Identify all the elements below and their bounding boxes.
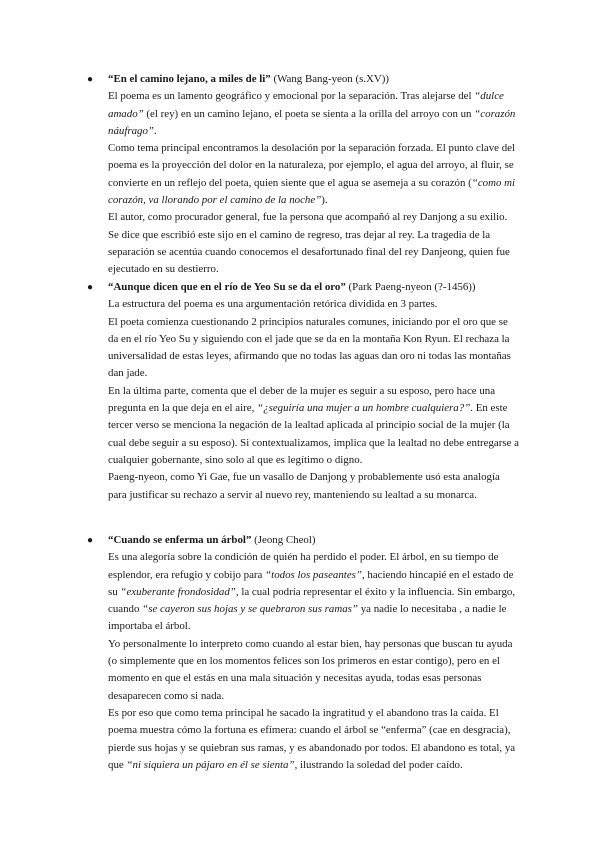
paragraph — [108, 705, 520, 774]
entry-heading — [108, 71, 520, 88]
quote-run: “exuberante frondosidad” — [120, 585, 236, 598]
paragraph — [108, 209, 520, 278]
text-run: Es una alegoría sobre la condición de quién ha perdido el poder. El árbol, en su tiempo de esplendor, era refugio y cobijo para — [108, 551, 499, 581]
poem-author: (Jeong Cheol) — [251, 534, 316, 546]
poem-title: “Aunque dicen que en el río de Yeo Su se da el oro” — [108, 281, 346, 293]
quote-run: “se cayeron sus hojas y se quebraron sus ramas” — [142, 603, 358, 616]
poem-entry — [87, 532, 520, 774]
text-run: ). — [321, 194, 328, 207]
entry-heading — [108, 279, 520, 296]
text-run: (el rey) en un camino lejano, el poeta se sienta a la orilla del arroyo con un — [143, 107, 475, 120]
text-run: , la cual podría representar el éxito y la influencia. Sin embargo, cuando — [108, 585, 516, 616]
paragraph — [108, 88, 520, 140]
quote-run: “ni siquiera un pájaro en él se sienta” — [126, 758, 295, 771]
text-run: En la última parte, comenta que el deber de la mujer es seguir a su esposo, pero hace una pregunta en la que deja en el aire, — [108, 384, 496, 415]
quote-run: “como mi corazón, va llorando por el camino de la noche” — [108, 176, 516, 207]
bullet-icon: ● — [87, 74, 94, 85]
bullet-icon: ● — [87, 282, 94, 293]
poem-title: “Cuando se enferma un árbol” — [108, 534, 252, 546]
poem-author: (Wang Bang-yeon (s.XV)) — [270, 73, 390, 85]
poem-title: “En el camino lejano, a miles de li” — [108, 73, 271, 85]
text-run: Es por eso que como tema principal he sacado la ingratitud y el abandono tras la caída. El poema muestra cómo la fortuna es efímera: cuando el árbol se “enferma” (cae en desgracia), pierde sus hojas y se quiebran sus ramas, y es abandonado por todos. El abandono es total, ya que — [108, 706, 516, 771]
text-run: ya nadie lo necesitaba , a nadie le importaba el árbol. — [108, 603, 507, 633]
paragraph — [108, 469, 520, 504]
text-run: El poema es un lamento geográfico y emocional por la separación. Tras alejarse del — [108, 90, 475, 103]
entry-heading — [108, 532, 520, 549]
text-run: . — [154, 124, 157, 137]
paragraph — [108, 383, 520, 469]
poem-author: (Park Paeng-nyeon (?-1456)) — [345, 281, 476, 293]
paragraph — [108, 636, 520, 705]
quote-run: “corazón náufrago” — [108, 107, 516, 137]
quote-run: “todos los paseantes” — [265, 568, 362, 581]
quote-run: “¿seguiría una mujer a un hombre cualquiera?” — [257, 402, 471, 415]
text-run: , haciendo hincapié en el estado de su — [108, 568, 514, 598]
text-run: La estructura del poema es una argumentación retórica dividida en 3 partes. — [108, 298, 438, 311]
paragraph — [108, 314, 520, 383]
bullet-icon: ● — [87, 535, 94, 546]
text-run: El poeta comienza cuestionando 2 principios naturales comunes, iniciando por el oro que se da en el río Yeo Su y siguiendo con el jade que se da en la montaña Kon Ryun. El rechaza la universalidad de estas leyes, afirmando que no todas las aguas dan oro ni todas las montañas dan jade. — [108, 315, 511, 380]
paragraph — [108, 296, 520, 313]
text-run: , ilustrando la soledad del poder caído. — [294, 758, 463, 771]
poem-entry — [87, 279, 520, 504]
text-run: . En este tercer verso se menciona la negación de la lealtad aplicada al principio social de la mujer (la cual debe seguir a su esposo). Si contextualizamos, implica que la lealtad no debe entregarse a cualquier gobernante, sino solo al que es legítimo o digno. — [108, 402, 519, 466]
text-run: Como tema principal encontramos la desolación por la separación forzada. El punto clave del poema es la proyección del dolor en la naturaleza, por ejemplo, el agua del arroyo, al fluir, se convierte en un reflejo del poeta, quien siente que el agua se asemeja a su corazón ( — [108, 142, 516, 189]
text-run: Yo personalmente lo interpreto como cuando al estar bien, hay personas que buscan tu ayuda (o simplemente que en los momentos felices son los primeros en estar contigo), pero en el momento en que el estás en una mala situación y necesitas ayuda, todas esas personas desaparecen como si nada. — [108, 637, 513, 702]
paragraph — [108, 140, 520, 209]
paragraph — [108, 549, 520, 635]
text-run: Paeng-nyeon, como Yi Gae, fue un vasallo de Danjong y probablemente usó esta analogía para justificar su rechazo a servir al nuevo rey, manteniendo su lealtad a su monarca. — [108, 471, 500, 501]
poem-entry — [87, 71, 520, 279]
quote-run: “dulce amado” — [108, 90, 504, 120]
text-run: El autor, como procurador general, fue la persona que acompañó al rey Danjong a su exilio. Se dice que escribió este sijo en el camino de regreso, tras dejar al rey. La tragedia de la separación se acentúa cuando conocemos el desafortunado final del rey Danjeong, quien fue ejecutado en su destierro. — [108, 211, 510, 276]
